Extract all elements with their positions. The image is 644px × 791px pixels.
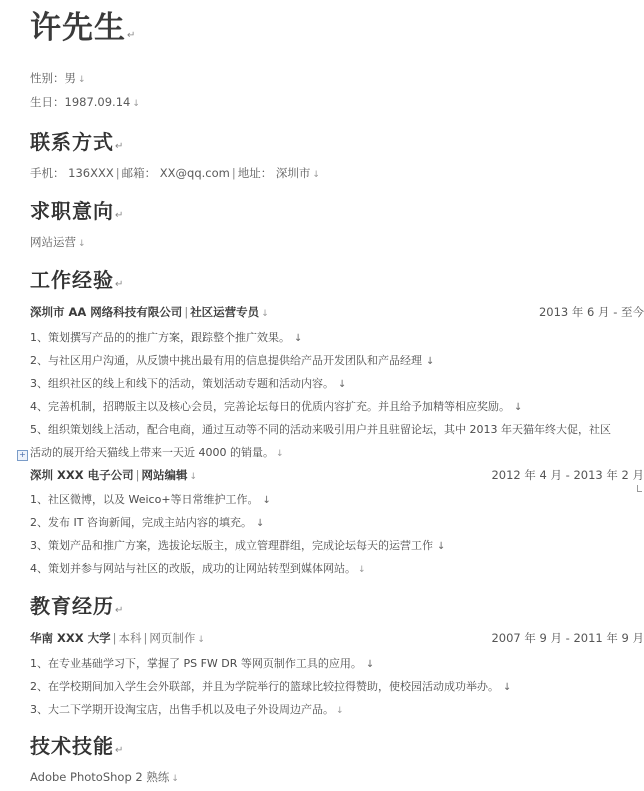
paragraph-mark-icon: ↓: [197, 635, 205, 645]
list-item: [30, 491, 271, 507]
list-item: [30, 655, 374, 671]
job-date: 2013 年 6 月 - 至今: [538, 305, 644, 319]
item-text: 2、发布 IT 咨询新闻，完成主站内容的填充。: [30, 516, 252, 529]
cell-end-mark-icon: [637, 485, 642, 492]
item-text: 4、策划并参与网站与社区的改版，成功的让网站转型到媒体网站。: [30, 562, 356, 575]
line-break-icon: ↓: [338, 379, 347, 390]
separator: |: [231, 166, 236, 180]
job-header: [30, 304, 644, 320]
education-header: [30, 630, 644, 646]
item-text: 3、组织社区的线上和线下的活动，策划活动专题和活动内容。: [30, 377, 334, 390]
education-heading: [30, 590, 124, 619]
education-date: 2007 年 9 月 - 2011 年 9 月: [491, 631, 644, 645]
paragraph-mark-icon: ↓: [171, 774, 179, 784]
paragraph-mark-icon: ↓: [312, 170, 320, 180]
paragraph-mark-icon: ↓: [358, 565, 366, 575]
line-break-icon: ↓: [262, 495, 271, 506]
paragraph-mark-icon: ↵: [115, 141, 125, 152]
birth-line: [30, 94, 140, 110]
table-move-handle-icon[interactable]: +: [17, 450, 28, 461]
paragraph-mark-icon: ↵: [127, 30, 137, 41]
separator: |: [135, 468, 140, 482]
contact-heading-text: 联系方式: [30, 130, 114, 154]
separator: |: [115, 166, 120, 180]
separator: |: [112, 631, 117, 645]
birth-text: 生日：1987.09.14: [30, 95, 131, 109]
item-text: 3、策划产品和推广方案，选拔论坛版主，成立管理群组，完成论坛每天的运营工作: [30, 539, 433, 552]
company-name: 深圳市 AA 网络科技有限公司: [30, 305, 183, 319]
item-text: 3、大二下学期开设淘宝店，出售手机以及电子外设周边产品。: [30, 703, 334, 716]
paragraph-mark-icon: ↵: [115, 210, 125, 221]
intent-heading: [30, 195, 124, 224]
separator: |: [184, 305, 189, 319]
intent-heading-text: 求职意向: [30, 199, 114, 223]
list-item: [30, 398, 522, 414]
company-name: 深圳 XXX 电子公司: [30, 468, 134, 482]
line-break-icon: ↓: [255, 518, 265, 529]
paragraph-mark-icon: ↵: [115, 605, 125, 616]
job-date: 2012 年 4 月 - 2013 年 2 月: [491, 468, 644, 482]
phone-text: 手机： 136XXX: [30, 166, 114, 180]
list-item: [30, 375, 346, 391]
line-break-icon: ↓: [514, 402, 523, 413]
job-role: 网站编辑: [141, 468, 188, 482]
skills-line: [30, 769, 179, 785]
education-heading-text: 教育经历: [30, 594, 114, 618]
paragraph-mark-icon: ↵: [115, 745, 125, 756]
list-item: [30, 560, 366, 576]
paragraph-mark-icon: ↓: [261, 309, 269, 319]
paragraph-mark-icon: ↓: [132, 99, 140, 109]
separator: |: [143, 631, 148, 645]
item-text: 1、社区微博，以及 Weico+等日常维护工作。: [30, 493, 259, 506]
school-name: 华南 XXX 大学: [30, 631, 111, 645]
line-break-icon: ↓: [437, 541, 446, 552]
intent-line: [30, 234, 86, 250]
paragraph-mark-icon: ↓: [78, 239, 86, 249]
gender-text: 性别：男: [30, 71, 76, 85]
degree: 本科: [118, 631, 142, 645]
paragraph-mark-icon: ↓: [189, 472, 198, 482]
paragraph-mark-icon: ↓: [336, 706, 344, 716]
email-text: 邮箱： XX@qq.com: [121, 166, 230, 180]
address-text: 地址： 深圳市: [237, 166, 311, 180]
work-heading: [30, 264, 124, 293]
line-break-icon: ↓: [294, 333, 303, 344]
paragraph-mark-icon: ↵: [115, 279, 125, 290]
intent-value: 网站运营: [30, 235, 76, 249]
skills-heading: [30, 730, 124, 759]
list-item: [30, 514, 264, 530]
name-text: 许先生: [30, 10, 126, 46]
skills-value: Adobe PhotoShop 2 熟练: [30, 770, 170, 784]
job-role: 社区运营专员: [190, 305, 260, 319]
list-item: [30, 329, 302, 345]
line-break-icon: ↓: [503, 682, 512, 693]
job-header: [30, 467, 644, 483]
item-text: 活动的展开给天猫线上带来一天近 4000 的销量。: [30, 446, 274, 459]
paragraph-mark-icon: ↓: [276, 449, 284, 459]
list-item: [30, 444, 284, 460]
item-text: 5、组织策划线上活动，配合电商，通过互动等不同的活动来吸引用户并且驻留论坛，其中 2013 年天猫年终大促，社区: [30, 423, 611, 436]
contact-line: [30, 165, 320, 181]
contact-heading: [30, 126, 124, 155]
item-text: 2、与社区用户沟通，从反馈中挑出最有用的信息提供给产品开发团队和产品经理: [30, 354, 422, 367]
resume-name: [30, 2, 136, 47]
item-text: 2、在学校期间加入学生会外联部，并且为学院举行的篮球比较拉得赞助，使校园活动成功举办。: [30, 680, 499, 693]
list-item: [30, 701, 344, 717]
gender-line: [30, 70, 86, 86]
list-item: [30, 537, 445, 553]
list-item: [30, 352, 434, 368]
line-break-icon: ↓: [426, 356, 435, 367]
skills-heading-text: 技术技能: [30, 734, 114, 758]
work-heading-text: 工作经验: [30, 268, 114, 292]
list-item: [30, 421, 611, 437]
item-text: 4、完善机制，招聘版主以及核心会员，完善论坛每日的优质内容扩充。并且给予加精等相应奖励。: [30, 400, 510, 413]
item-text: 1、策划撰写产品的的推广方案，跟踪整个推广效果。: [30, 331, 290, 344]
paragraph-mark-icon: ↓: [78, 75, 86, 85]
major: 网页制作: [149, 631, 196, 645]
item-text: 1、在专业基础学习下，掌握了 PS FW DR 等网页制作工具的应用。: [30, 657, 362, 670]
list-item: [30, 678, 511, 694]
line-break-icon: ↓: [365, 659, 375, 670]
